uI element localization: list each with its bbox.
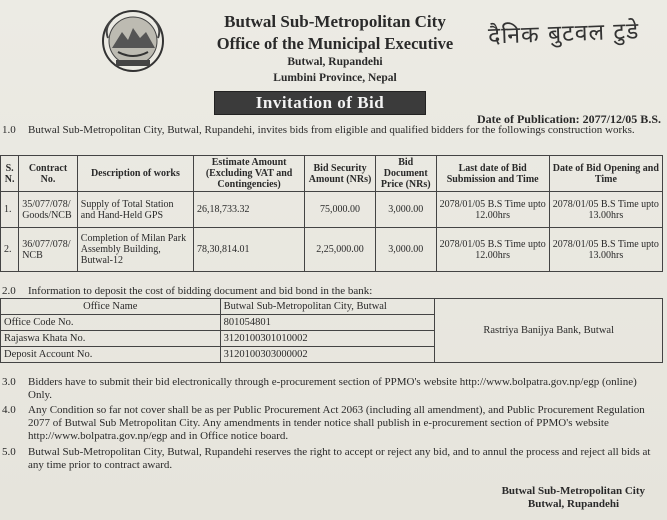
cell-doc-price: 3,000.00 [375,192,436,228]
cell-estimate: 78,30,814.01 [194,228,305,272]
col-header-last-date: Last date of Bid Submission and Time [436,156,549,192]
col-header-estimate: Estimate Amount (Excluding VAT and Contingencies) [194,156,305,192]
col-header-opening: Date of Bid Opening and Time [549,156,662,192]
cell-estimate: 26,18,733.32 [194,192,305,228]
bank-table [0,298,663,363]
newspaper-masthead: दैनिक बुटवल टुडे [487,18,640,50]
paragraph-4 [2,404,661,443]
col-header-security: Bid Security Amount (NRs) [305,156,376,192]
paragraph-1 [2,124,661,137]
signature-organization: Butwal Sub-Metropolitan City [501,485,645,497]
header-address: Butwal, Rupandehi [287,56,383,68]
paragraph-2 [2,285,661,298]
bank-header-right: Butwal Sub-Metropolitan City, Butwal [220,299,435,315]
header-city-name: Butwal Sub-Metropolitan City [224,12,446,31]
table-header-row [1,299,663,315]
cell-contract: 35/077/078/ Goods/NCB [19,192,78,228]
bank-name: Rastriya Banijya Bank, Butwal [435,299,663,363]
bid-table [0,155,663,272]
col-header-description: Description of works [77,156,193,192]
cell-security: 75,000.00 [305,192,376,228]
paragraph-text: Bidders have to submit their bid electronically through e-procurement section of PPMO's website http://www.bolpatra.gov.np/egp (online) Only. [28,376,637,401]
publication-date: Date of Publication: 2077/12/05 B.S. [476,112,661,126]
paragraph-5 [2,446,661,472]
paragraph-text: Any Condition so far not cover shall be as per Public Procurement Act 2063 (including all amendment), and Public Procurement Regulation 2077 of Butwal Sub Metropolitan City. Any amendments in tender notice shall publish in e-procurement section of PPMO's website http://www.bolpatra.gov.np/egp and in Office notice board. [28,404,645,442]
bank-value: 801054801 [220,315,435,331]
cell-opening: 2078/01/05 B.S Time upto 13.00hrs [549,192,662,228]
paragraph-number: 4.0 [2,404,16,416]
bank-value: 3120100303000002 [220,347,435,363]
header-province: Lumbini Province, Nepal [273,72,397,84]
cell-sn: 1. [1,192,19,228]
paragraph-3 [2,376,661,402]
table-header-row [1,156,663,192]
bank-label: Office Code No. [1,315,221,331]
col-header-doc-price: Bid Document Price (NRs) [375,156,436,192]
cell-security: 2,25,000.00 [305,228,376,272]
cell-last-date: 2078/01/05 B.S Time upto 12.00hrs [436,192,549,228]
cell-description: Supply of Total Station and Hand-Held GPS [77,192,193,228]
col-header-contract: Contract No. [19,156,78,192]
nepal-emblem-icon [100,8,166,74]
paragraph-text: Information to deposit the cost of bidding document and bid bond in the bank: [28,285,373,297]
paragraph-text: Butwal Sub-Metropolitan City, Butwal, Rupandehi, invites bids from eligible and qualified bidders for the followings construction works. [28,124,635,136]
table-row [1,228,663,272]
table-row [1,192,663,228]
bank-label: Deposit Account No. [1,347,221,363]
notice-title-banner: Invitation of Bid [214,91,426,115]
paragraph-number: 1.0 [2,124,16,136]
paragraph-number: 3.0 [2,376,16,388]
paragraph-number: 5.0 [2,446,16,458]
signature-location: Butwal, Rupandehi [527,498,619,510]
paragraph-text: Butwal Sub-Metropolitan City, Butwal, Rupandehi reserves the right to accept or reject any bid, and to annul the process and reject all bids at any time prior to contract award. [28,446,651,471]
cell-contract: 36/077/078/ NCB [19,228,78,272]
bank-header-left: Office Name [1,299,221,315]
paragraph-number: 2.0 [2,285,16,297]
col-header-sn: S. N. [1,156,19,192]
bank-value: 3120100301010002 [220,331,435,347]
cell-doc-price: 3,000.00 [375,228,436,272]
cell-sn: 2. [1,228,19,272]
cell-description: Completion of Milan Park Assembly Building, Butwal-12 [77,228,193,272]
header-office-name: Office of the Municipal Executive [216,34,454,53]
cell-last-date: 2078/01/05 B.S Time upto 12.00hrs [436,228,549,272]
bank-label: Rajaswa Khata No. [1,331,221,347]
cell-opening: 2078/01/05 B.S Time upto 13.00hrs [549,228,662,272]
